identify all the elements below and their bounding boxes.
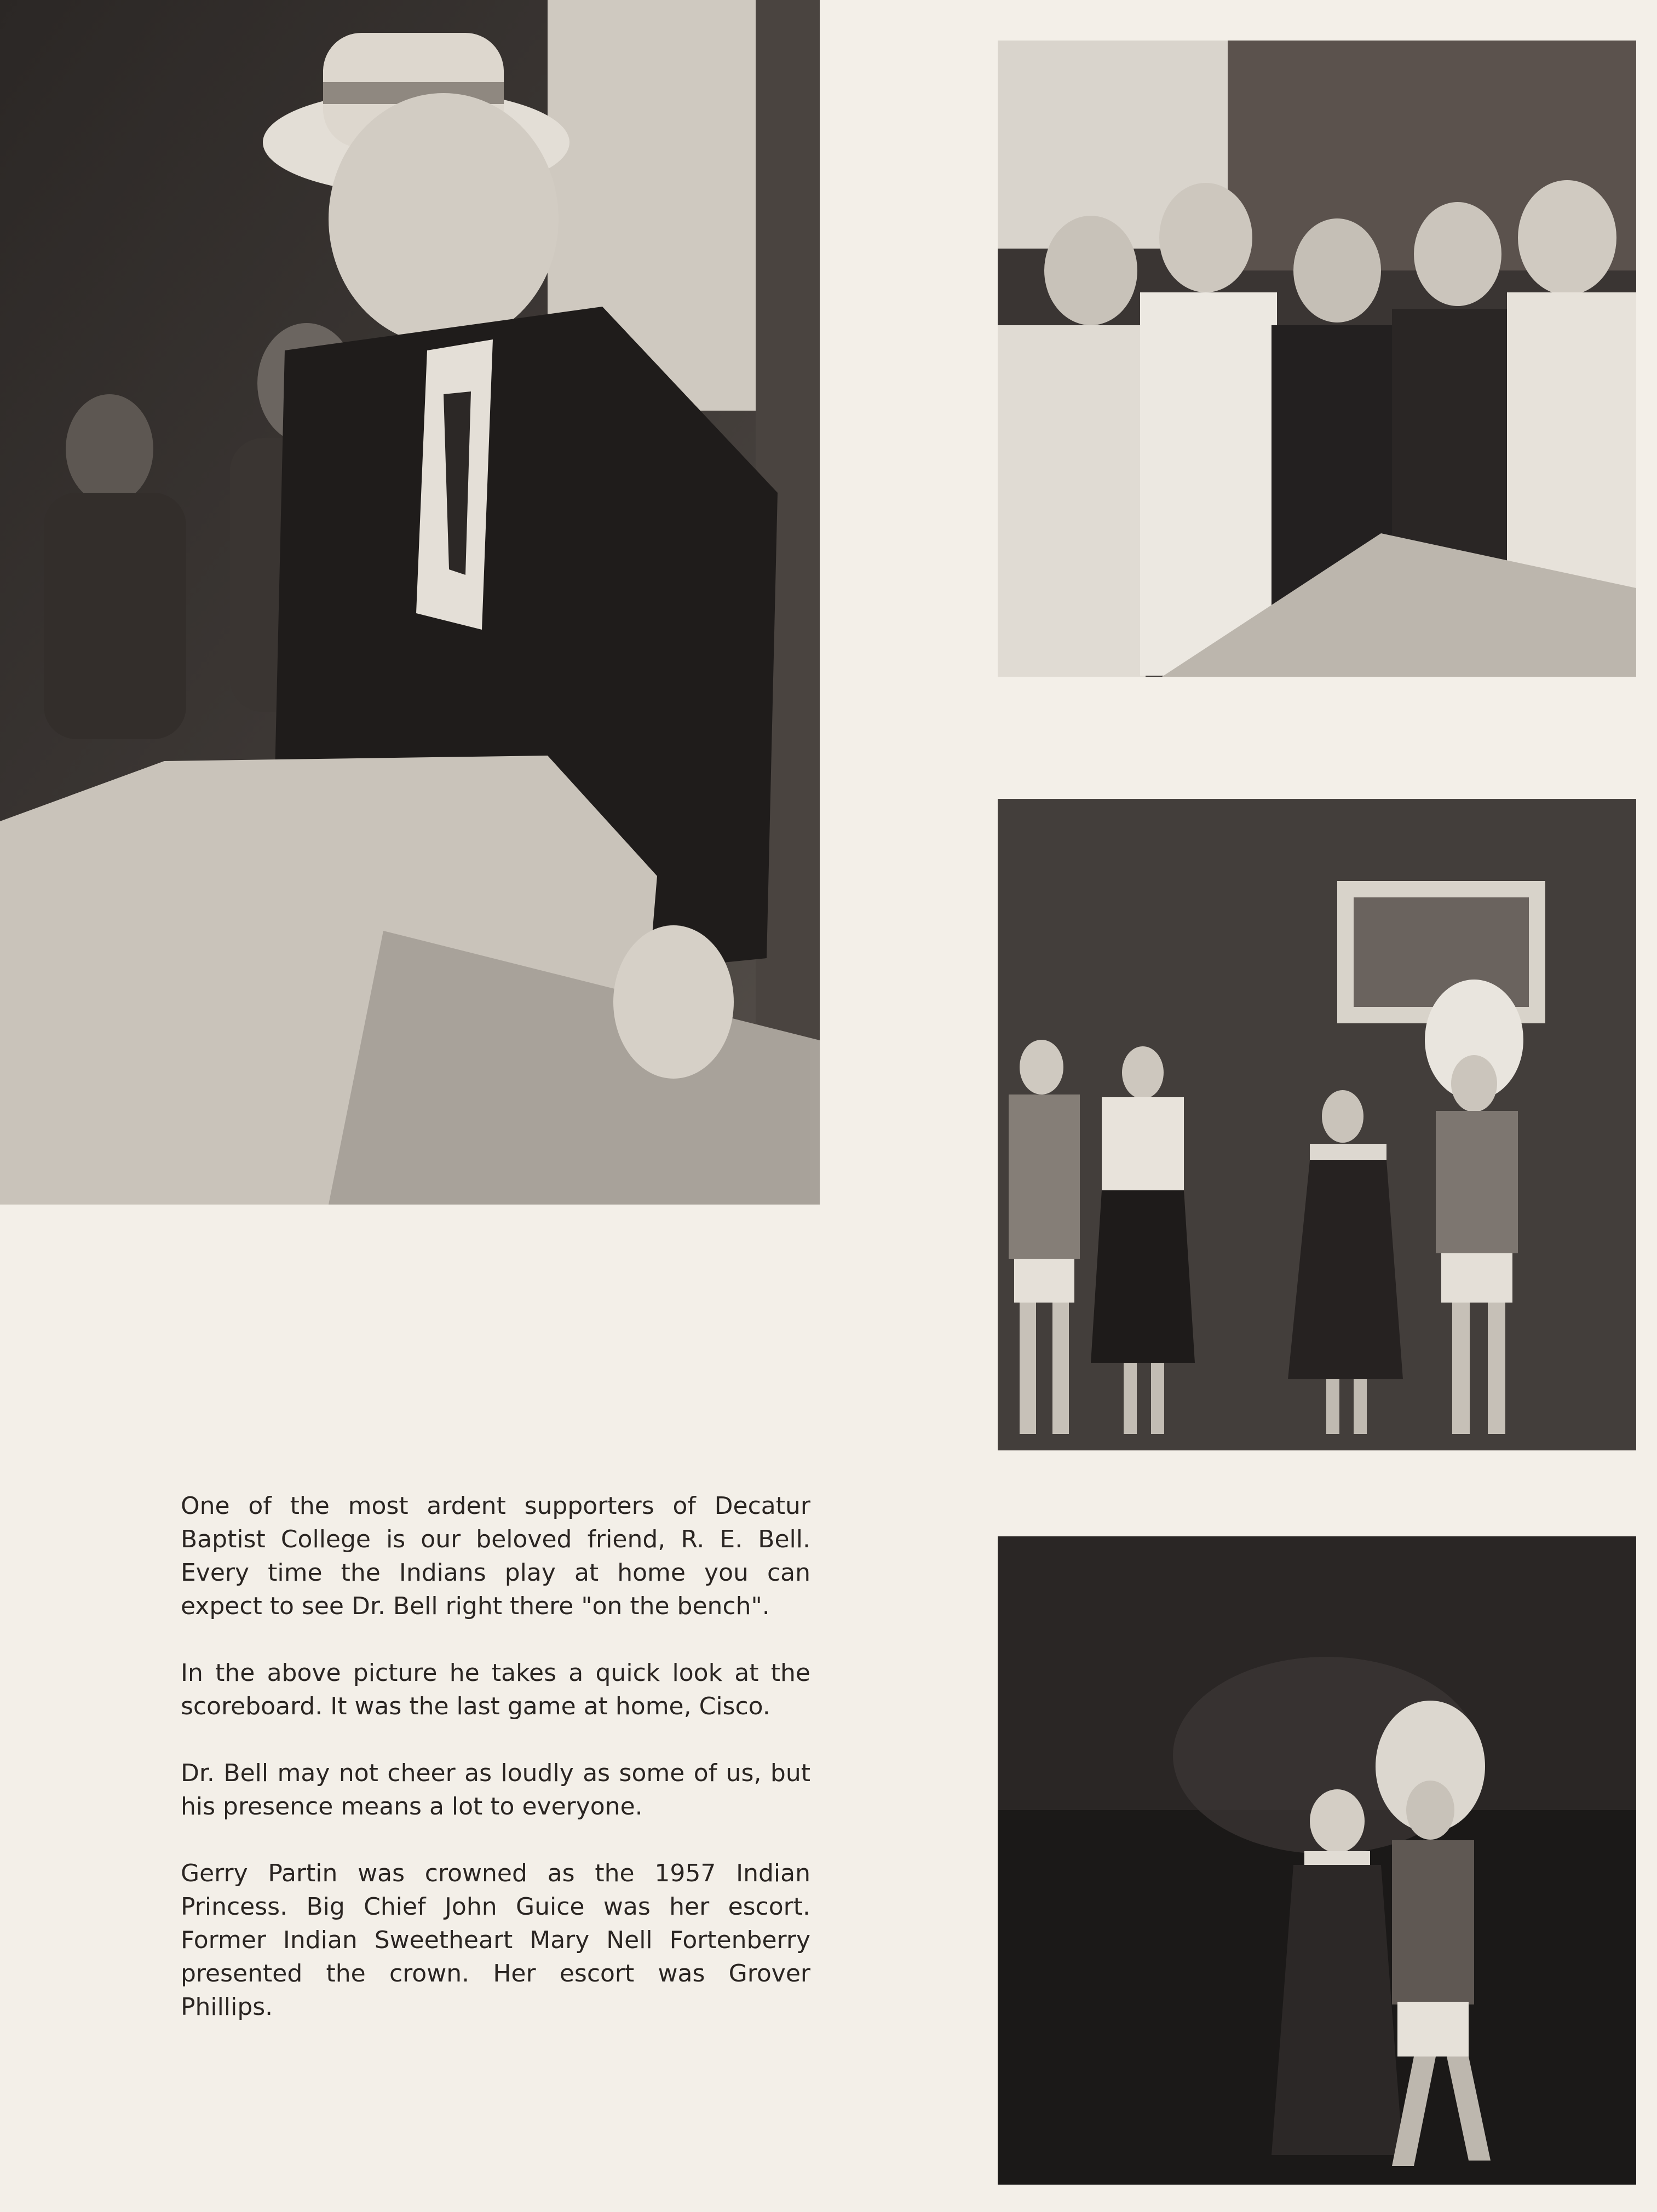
- caption-paragraph-bell-supporter: One of the most ardent supporters of Decatur Baptist College is our beloved friend, R. E. Bell. Every time the Indians play at home you can expect to see Dr. Bell right there "on the bench".: [181, 1492, 810, 1620]
- caption-paragraph-presence: Dr. Bell may not cheer as loudly as some of us, but his presence means a lot to everyone.: [181, 1759, 810, 1821]
- caption-block: [181, 1489, 810, 2057]
- photo-dr-bell-on-bench: [0, 0, 820, 1205]
- photo-women-on-bleachers: [998, 41, 1636, 677]
- caption-paragraph-coronation: Gerry Partin was crowned as the 1957 Indian Princess. Big Chief John Guice was her escort. Former Indian Sweetheart Mary Nell Fortenberry presented the crown. Her escort was Grover Phillips.: [181, 1859, 810, 2021]
- caption-paragraph-scoreboard: In the above picture he takes a quick look at the scoreboard. It was the last game at home, Cisco.: [181, 1659, 810, 1720]
- photo-princess-and-escort: [998, 1536, 1636, 2185]
- photo-coronation-lineup: [998, 799, 1636, 1450]
